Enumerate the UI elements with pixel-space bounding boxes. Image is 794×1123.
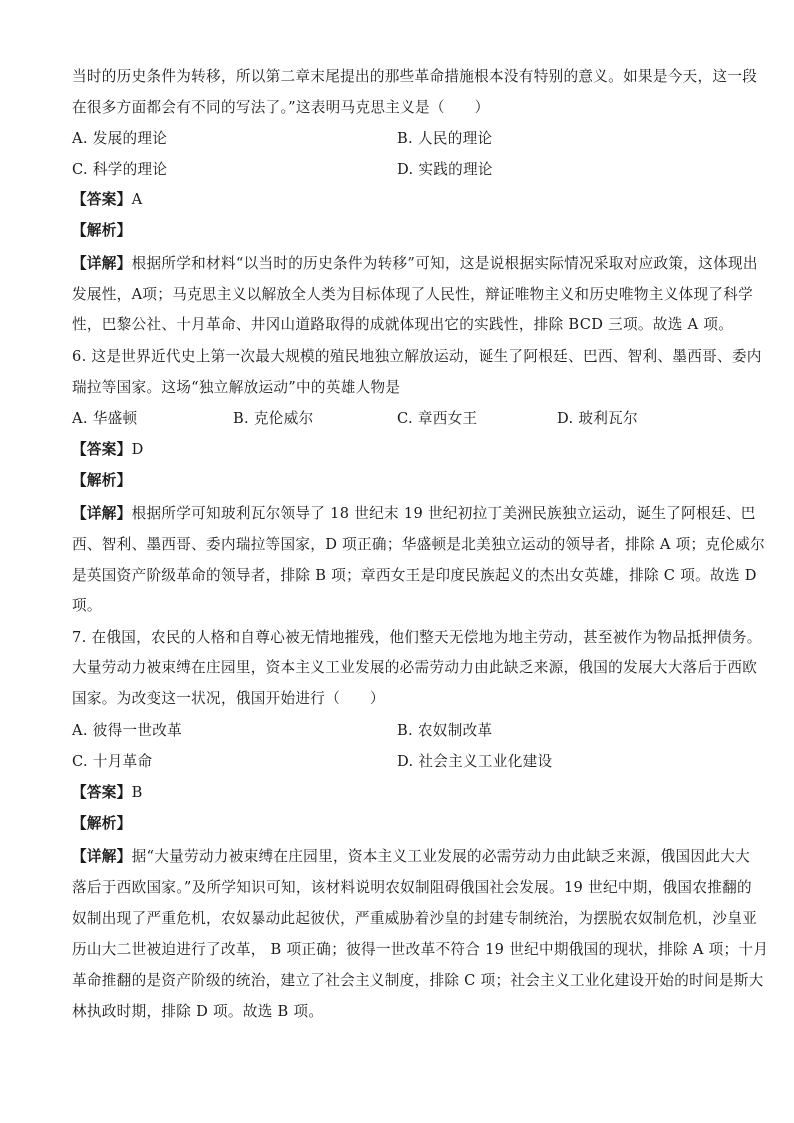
- q7-detail-line-4: 历山大二世被迫进行了改革， B 项正确；彼得一世改革不符合 19 世纪中期俄国的现状，排除 A 项；十月: [72, 941, 769, 958]
- q6-option-d: D. 玻利瓦尔: [557, 410, 638, 427]
- q5-option-b: B. 人民的理论: [397, 130, 493, 147]
- q7-detail-line-6: 林执政时期，排除 D 项。故选 B 项。: [72, 1003, 324, 1020]
- q5-answer-tag: 【答案】: [72, 191, 132, 208]
- q6-stem-line-1: 6. 这是世界近代史上第一次最大规模的殖民地独立解放运动，诞生了阿根廷、巴西、智利、墨西哥、委内: [72, 348, 762, 365]
- q7-option-c: C. 十月革命: [72, 753, 153, 770]
- q5-option-c: C. 科学的理论: [72, 161, 168, 178]
- q7-detail-line-5: 革命推翻的是资产阶级的统治，建立了社会主义制度，排除 C 项；社会主义工业化建设开始的时间是斯大: [72, 972, 764, 989]
- q6-option-b: B. 克伦威尔: [233, 410, 314, 427]
- q6-stem-line-2: 瑞拉等国家。这场“独立解放运动”中的英雄人物是: [72, 379, 401, 396]
- q7-stem-line-1: 7. 在俄国，农民的人格和自尊心被无情地摧残，他们整天无偿地为地主劳动，甚至被作为物品抵押债务。: [72, 629, 762, 646]
- q6-detail-text-1: 根据所学可知玻利瓦尔领导了 18 世纪末 19 世纪初拉丁美洲民族独立运动，诞生了阿根廷、巴: [131, 505, 756, 522]
- q6-detail-line-4: 项。: [72, 597, 102, 614]
- q5-detail-line-2: 发展性，A项；马克思主义以解放全人类为目标体现了人民性，辩证唯物主义和历史唯物主义体现了科学: [72, 286, 754, 303]
- q5-detail-line-1: [72, 253, 758, 275]
- q6-option-a: A. 华盛顿: [72, 410, 138, 427]
- q6-option-c: C. 章西女王: [397, 410, 478, 427]
- q5-option-d: D. 实践的理论: [397, 161, 493, 178]
- q5-option-a: A. 发展的理论: [72, 130, 168, 147]
- q7-detail-tag: 【详解】: [72, 848, 132, 865]
- q5-analysis-tag: 【解析】: [72, 222, 132, 239]
- q6-answer: [72, 439, 144, 461]
- q6-answer-tag: 【答案】: [72, 441, 132, 458]
- q6-answer-value: D: [131, 441, 144, 458]
- q5-answer: [72, 189, 142, 211]
- q7-analysis-tag: 【解析】: [72, 815, 132, 832]
- q7-stem-line-2: 大量劳动力被束缚在庄园里，资本主义工业发展的必需劳动力由此缺乏来源，俄国的发展大大落后于西欧: [72, 659, 758, 676]
- q7-detail-line-1: [72, 846, 750, 868]
- q7-detail-text-1: 据“大量劳动力被束缚在庄园里，资本主义工业发展的必需劳动力由此缺乏来源，俄国因此大大: [131, 848, 750, 865]
- q7-detail-line-2: 落后于西欧国家。”及所学知识可知，该材料说明农奴制阻碍俄国社会发展。19 世纪中期，俄国农推翻的: [72, 879, 752, 896]
- q7-answer-value: B: [131, 784, 143, 801]
- q7-stem-line-3: 国家。为改变这一状况，俄国开始进行（ ）: [72, 690, 385, 707]
- q5-stem-line-1: 当时的历史条件为转移，所以第二章末尾提出的那些革命措施根本没有特别的意义。如果是今天，这一段: [72, 68, 758, 85]
- q5-answer-value: A: [131, 191, 143, 208]
- q5-detail-line-3: 性，巴黎公社、十月革命、井冈山道路取得的成就体现出它的实践性，排除 BCD 三项。故选 A 项。: [72, 316, 734, 333]
- q5-detail-text-1: 根据所学和材料“以当时的历史条件为转移”可知，这是说根据实际情况采取对应政策，这体现出: [131, 255, 758, 272]
- q6-detail-line-3: 是英国资产阶级革命的领导者，排除 B 项；章西女王是印度民族起义的杰出女英雄，排除 C 项。故选 D: [72, 567, 757, 584]
- q6-detail-tag: 【详解】: [72, 505, 132, 522]
- q6-detail-line-2: 西、智利、墨西哥、委内瑞拉等国家，D 项正确；华盛顿是北美独立运动的领导者，排除 A 项；克伦威尔: [72, 536, 765, 553]
- q5-detail-tag: 【详解】: [72, 255, 132, 272]
- q7-option-b: B. 农奴制改革: [397, 722, 493, 739]
- q6-analysis-tag: 【解析】: [72, 472, 132, 489]
- q7-option-a: A. 彼得一世改革: [72, 722, 183, 739]
- q7-answer-tag: 【答案】: [72, 784, 132, 801]
- q7-option-d: D. 社会主义工业化建设: [397, 753, 553, 770]
- q7-answer: [72, 782, 143, 804]
- q6-detail-line-1: [72, 503, 756, 525]
- q7-detail-line-3: 奴制出现了严重危机，农奴暴动此起彼伏，严重威胁着沙皇的封建专制统治，为摆脱农奴制危机，沙皇亚: [72, 910, 758, 927]
- q5-stem-line-2: 在很多方面都会有不同的写法了。”这表明马克思主义是（ ）: [72, 99, 490, 116]
